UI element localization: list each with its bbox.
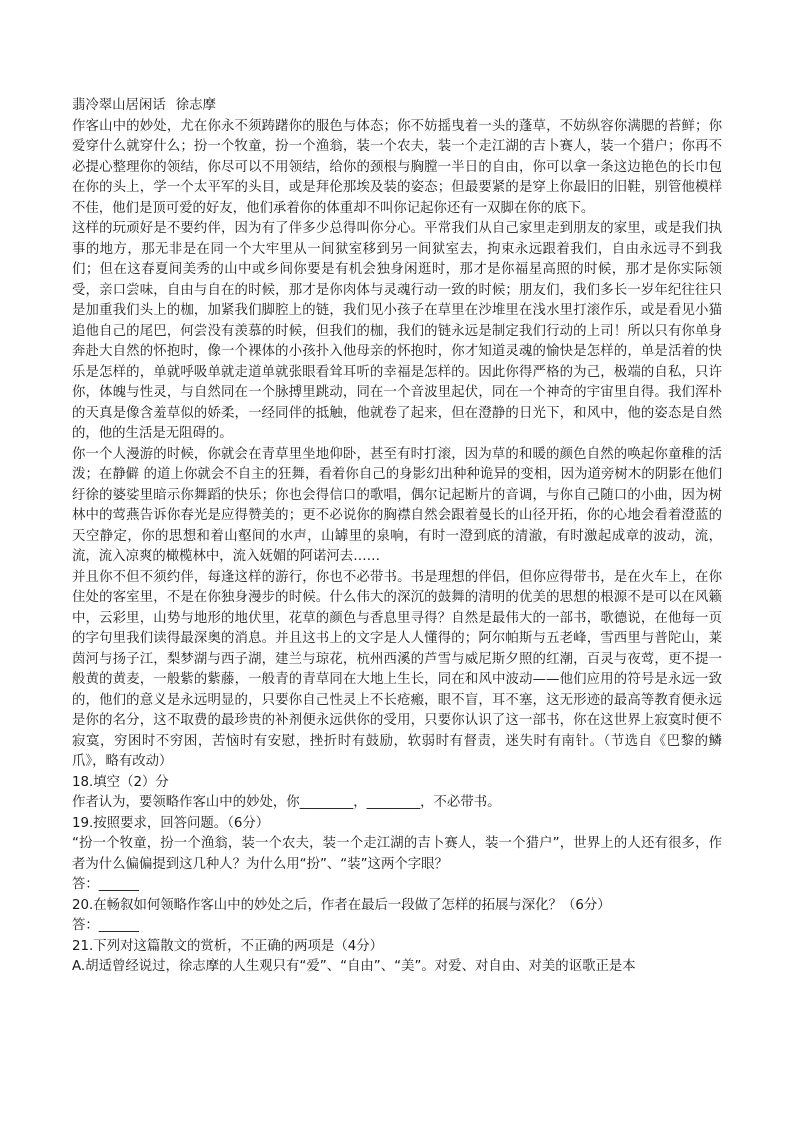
- question-18-text: 作者认为，要领略作客山中的妙处，你________，________，不必带书。: [72, 795, 501, 810]
- document-page: [72, 96, 722, 978]
- question-21-heading: 21.下列对这篇散文的赏析，不正确的两项是（4分）: [72, 938, 384, 954]
- paragraph-3: 你一个人漫游的时候，你就会在青草里坐地仰卧，甚至有时打滚，因为草的和暖的颜色自然的唤起你童稚的活泼；在静僻 的道上你就会不自主的狂舞，看着你自己的身影幻出种种诡异的变相，因为道旁树木的阴影在他们纡徐的婆娑里暗示你舞蹈的快乐；你也会得信口的歌唱，偶尔记起断片的音调，与你自己随口的小曲，因为树林中的莺燕告诉你春光是应得赞美的；更不必说你的胸襟自然会跟着曼长的山径开拓，你的心地会看着澄蓝的天空静定，你的思想和着山壑间的水声，山罅里的泉响，有时一澄到底的清澈，有时激起成章的波动，流，流，流入凉爽的橄榄林中，流入妩媚的阿诺河去……: [72, 446, 722, 564]
- title-line: [72, 96, 722, 117]
- question-21-option-a: A.胡适曾经说过，徐志摩的人生观只有“爱”、“自由”、“美”。对爱、对自由、对美的讴歌正是本: [72, 959, 636, 974]
- question-20-answer: 答：______: [72, 918, 139, 933]
- question-19-answer: 答：______: [72, 877, 139, 892]
- question-18-heading: 18.填空（2）分: [72, 774, 169, 790]
- question-19-text: “扮一个牧童，扮一个渔翁，装一个农夫，装一个走江湖的吉卜赛人，装一个猎户”，世界上的人还有很多，作者为什么偏偏提到这几种人？为什么用“扮”、“装”这两个字眼？: [72, 836, 722, 872]
- essay-author: 徐志摩: [175, 98, 216, 113]
- paragraph-1: 作客山中的妙处，尤在你永不须踌躇你的服色与体态；你不妨摇曳着一头的蓬草，不妨纵容你满腮的苔鲜；你爱穿什么就穿什么；扮一个牧童，扮一个渔翁，装一个农夫，装一个走江湖的吉卜赛人，装一个猎户；你再不必提心整理你的领结，你尽可以不用领结，给你的颈根与胸膛一半日的自由，你可以拿一条这边艳色的长巾包在你的头上，学一个太平军的头目，或是拜伦那埃及装的姿态；但最要紧的是穿上你最旧的旧鞋，别管他模样不佳，他们是顶可爱的好友，他们承着你的体重却不叫你记起你还有一双脚在你的底下。: [72, 118, 722, 216]
- question-19-heading: 19.按照要求，回答问题。（6分）: [72, 815, 270, 831]
- essay-title: 翡冷翠山居闲话: [72, 98, 166, 113]
- question-20-heading: 20.在畅叙如何领略作客山中的妙处之后，作者在最后一段做了怎样的拓展与深化？（6分）: [72, 897, 611, 913]
- paragraph-4: 并且你不但不须约伴，每逢这样的游行，你也不必带书。书是理想的伴侣，但你应得带书，是在火车上，在你住处的客室里，不是在你独身漫步的时候。什么伟大的深沉的鼓舞的清明的优美的思想的根源不是可以在风籁中，云彩里，山势与地形的地伏里，花草的颜色与香息里寻得？自然是最伟大的一部书，歌德说，在他每一页的字句里我们读得最深奥的消息。并且这书上的文字是人人懂得的；阿尔帕斯与五老峰，雪西里与普陀山，莱茵河与扬子江，梨梦湖与西子湖，建兰与琼花，杭州西溪的芦雪与威尼斯夕照的红潮，百灵与夜莺，更不提一般黄的黄麦，一般紫的紫藤，一般青的青草同在大地上生长，同在和风中波动——他们应用的符号是永远一致的，他们的意义是永远明显的，只要你自己性灵上不长疮瘢，眼不盲，耳不塞，这无形迹的最高等教育便永远是你的名分，这不取费的最珍贵的补剂便永远供你的受用，只要你认识了这一部书，你在这世界上寂寞时便不寂寞，穷困时不穷困，苦恼时有安慰，挫折时有鼓励，软弱时有督责，迷失时有南针。（节选自《巴黎的鳞爪》，略有改动）: [72, 569, 722, 769]
- paragraph-2: 这样的玩顽好是不要约伴，因为有了伴多少总得叫你分心。平常我们从自己家里走到朋友的家里，或是我们执事的地方，那无非是在同一个大牢里从一间狱室移到另一间狱室去，拘束永远跟着我们，自由永远寻不到我们；但在这春夏间美秀的山中或乡间你要是有机会独身闲逛时，那才是你福星高照的时候，那才是你实际领受，亲口尝味，自由与自在的时候，那才是你肉体与灵魂行动一致的时候；朋友们，我们多长一岁年纪往往只是加重我们头上的枷，加紧我们脚腔上的链，我们见小孩子在草里在沙堆里在浅水里打滚作乐，或是看见小猫追他自己的尾巴，何尝没有羡慕的时候，但我们的枷，我们的链永远是制定我们行动的上司！所以只有你单身奔赴大自然的怀抱时，像一个裸体的小孩扑入他母亲的怀抱时，你才知道灵魂的愉快是怎样的，单是活着的快乐是怎样的，单就呼吸单就走道单就张眼看耸耳听的幸福是怎样的。因此你得严格的为己，极端的自私，只许你，体魄与性灵，与自然同在一个脉搏里跳动，同在一个音波里起伏，同在一个神奇的宇宙里自得。我们浑朴的天真是像含羞草似的娇柔，一经同伴的抵触，他就卷了起来，但在澄静的日光下，和风中，他的姿态是自然的，他的生活是无阻碍的。: [72, 221, 722, 441]
